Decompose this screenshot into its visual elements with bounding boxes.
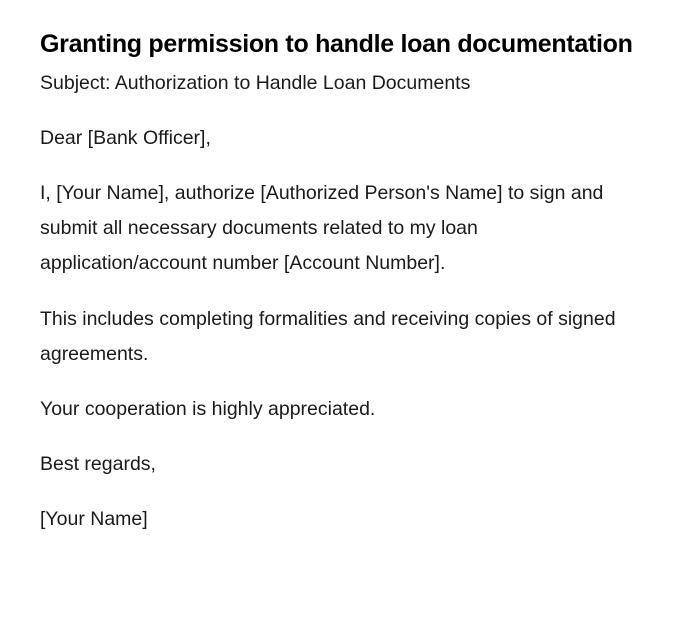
document-title: Granting permission to handle loan documentation [40,30,633,58]
body-paragraph-scope: This includes completing formalities and receiving copies of signed agreements. [40,308,616,365]
thanks-line: Your cooperation is highly appreciated. [40,398,376,420]
body-paragraph-authorization: I, [Your Name], authorize [Authorized Person's Name] to sign and submit all necessary documents related to my loan application/account number [Account Number]. [40,182,604,274]
subject-line: Subject: Authorization to Handle Loan Documents [40,72,471,94]
closing-line: Best regards, [40,453,156,475]
greeting-line: Dear [Bank Officer], [40,127,211,149]
signature-line: [Your Name] [40,508,148,530]
letter-document [40,22,640,537]
